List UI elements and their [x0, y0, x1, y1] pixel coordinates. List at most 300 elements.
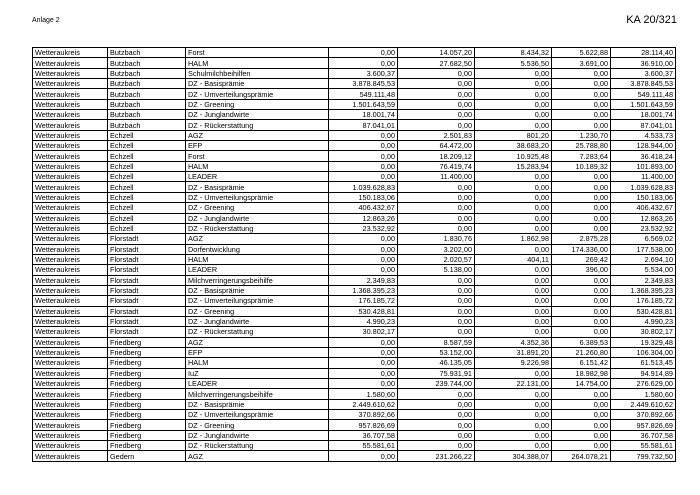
- table-cell: 7.283,64: [552, 151, 611, 161]
- table-cell: Friedberg: [108, 337, 186, 347]
- table-cell: 396,00: [552, 265, 611, 275]
- table-cell: Friedberg: [108, 389, 186, 399]
- table-cell: 0,00: [475, 399, 552, 409]
- table-cell: Wetteraukreis: [33, 223, 108, 233]
- table-cell: 0,00: [398, 79, 475, 89]
- table-cell: 177.538,00: [611, 244, 676, 254]
- table-row: [33, 347, 676, 357]
- table-cell: EFP: [186, 347, 329, 357]
- table-row: [33, 68, 676, 78]
- table-cell: 4.352,36: [475, 337, 552, 347]
- table-cell: 12.863,26: [329, 213, 398, 223]
- table-cell: Friedberg: [108, 368, 186, 378]
- table-cell: 0,00: [329, 234, 398, 244]
- table-cell: 3.691,00: [552, 58, 611, 68]
- table-cell: HALM: [186, 58, 329, 68]
- table-cell: 174.336,00: [552, 244, 611, 254]
- table-row: [33, 285, 676, 295]
- table-cell: 2.449.610,62: [329, 399, 398, 409]
- table-cell: Wetteraukreis: [33, 275, 108, 285]
- table-cell: 176.185,72: [329, 296, 398, 306]
- table-cell: 0,00: [475, 316, 552, 326]
- table-row: [33, 265, 676, 275]
- table-cell: Schulmilchbeihilfen: [186, 68, 329, 78]
- table-cell: 0,00: [329, 141, 398, 151]
- table-cell: Echzell: [108, 182, 186, 192]
- table-cell: 6.389,53: [552, 337, 611, 347]
- table-cell: Wetteraukreis: [33, 58, 108, 68]
- table-cell: 46.135,05: [398, 358, 475, 368]
- table-cell: 0,00: [475, 265, 552, 275]
- table-cell: Wetteraukreis: [33, 203, 108, 213]
- table-cell: 150.183,06: [611, 192, 676, 202]
- table-cell: 0,00: [475, 79, 552, 89]
- table-row: [33, 79, 676, 89]
- table-cell: 370.892,66: [611, 410, 676, 420]
- table-cell: 3.878.845,53: [329, 79, 398, 89]
- table-cell: Wetteraukreis: [33, 306, 108, 316]
- table-cell: 0,00: [398, 68, 475, 78]
- table-cell: Wetteraukreis: [33, 192, 108, 202]
- table-cell: 1.039.628,83: [329, 182, 398, 192]
- table-cell: 0,00: [552, 110, 611, 120]
- table-cell: 0,00: [398, 275, 475, 285]
- table-cell: 0,00: [398, 285, 475, 295]
- table-row: [33, 420, 676, 430]
- table-cell: Florstadt: [108, 254, 186, 264]
- table-cell: 0,00: [398, 223, 475, 233]
- table-cell: Wetteraukreis: [33, 161, 108, 171]
- table-cell: IuZ: [186, 368, 329, 378]
- table-cell: 0,00: [475, 172, 552, 182]
- table-cell: 0,00: [552, 275, 611, 285]
- table-cell: DZ - Umverteilungsprämie: [186, 296, 329, 306]
- table-cell: 1.368.395,23: [611, 285, 676, 295]
- table-row: [33, 368, 676, 378]
- table-row: [33, 327, 676, 337]
- table-cell: 1.501.643,59: [329, 99, 398, 109]
- table-cell: 0,00: [475, 441, 552, 451]
- table-cell: 18.209,12: [398, 151, 475, 161]
- table-cell: 3.600,37: [329, 68, 398, 78]
- table-cell: LEADER: [186, 265, 329, 275]
- table-cell: 276.629,00: [611, 379, 676, 389]
- table-row: [33, 275, 676, 285]
- table-cell: Butzbach: [108, 110, 186, 120]
- table-cell: 0,00: [475, 68, 552, 78]
- table-cell: 0,00: [475, 275, 552, 285]
- table-row: [33, 451, 676, 461]
- table-cell: EFP: [186, 141, 329, 151]
- table-cell: Echzell: [108, 213, 186, 223]
- table-cell: Echzell: [108, 161, 186, 171]
- table-row: [33, 192, 676, 202]
- table-cell: Wetteraukreis: [33, 234, 108, 244]
- table-cell: Florstadt: [108, 244, 186, 254]
- table-cell: 549.111,48: [611, 89, 676, 99]
- table-cell: 10.189,32: [552, 161, 611, 171]
- table-cell: 1.368.395,23: [329, 285, 398, 295]
- table-cell: 0,00: [552, 306, 611, 316]
- table-cell: 6.569,02: [611, 234, 676, 244]
- table-cell: Dorfentwicklung: [186, 244, 329, 254]
- table-cell: 76.419,74: [398, 161, 475, 171]
- table-cell: Wetteraukreis: [33, 265, 108, 275]
- table-cell: 0,00: [398, 110, 475, 120]
- table-cell: LEADER: [186, 379, 329, 389]
- table-cell: Wetteraukreis: [33, 399, 108, 409]
- table-cell: Florstadt: [108, 275, 186, 285]
- table-cell: Wetteraukreis: [33, 89, 108, 99]
- table-row: [33, 379, 676, 389]
- table-cell: 0,00: [475, 192, 552, 202]
- table-cell: Friedberg: [108, 410, 186, 420]
- table-cell: 36.707,58: [329, 430, 398, 440]
- table-cell: Wetteraukreis: [33, 110, 108, 120]
- table-cell: 0,00: [329, 337, 398, 347]
- table-cell: 0,00: [552, 410, 611, 420]
- table-cell: 0,00: [552, 316, 611, 326]
- table-cell: 18.001,74: [611, 110, 676, 120]
- table-cell: 0,00: [398, 99, 475, 109]
- table-cell: 0,00: [398, 192, 475, 202]
- table-cell: 0,00: [475, 213, 552, 223]
- table-row: [33, 254, 676, 264]
- table-cell: 0,00: [398, 203, 475, 213]
- table-cell: 0,00: [552, 99, 611, 109]
- table-cell: 0,00: [552, 120, 611, 130]
- table-cell: 0,00: [552, 389, 611, 399]
- table-row: [33, 358, 676, 368]
- table-cell: 53.152,00: [398, 347, 475, 357]
- table-cell: DZ - Greening: [186, 420, 329, 430]
- table-cell: 0,00: [329, 347, 398, 357]
- table-cell: Butzbach: [108, 89, 186, 99]
- table-cell: 25.788,80: [552, 141, 611, 151]
- table-cell: 87.041,01: [329, 120, 398, 130]
- table-cell: 0,00: [398, 182, 475, 192]
- table-row: [33, 48, 676, 58]
- table-cell: 0,00: [475, 410, 552, 420]
- table-cell: Gedern: [108, 451, 186, 461]
- table-cell: 0,00: [329, 265, 398, 275]
- table-cell: 23.532,92: [329, 223, 398, 233]
- table-cell: 18.001,74: [329, 110, 398, 120]
- table-cell: 957.826,69: [329, 420, 398, 430]
- table-cell: 1.230,70: [552, 130, 611, 140]
- table-row: [33, 161, 676, 171]
- table-cell: 0,00: [475, 110, 552, 120]
- table-cell: 549.111,48: [329, 89, 398, 99]
- table-cell: AGZ: [186, 451, 329, 461]
- table-cell: Wetteraukreis: [33, 151, 108, 161]
- table-cell: 30.802,17: [329, 327, 398, 337]
- table-cell: 530.428,81: [329, 306, 398, 316]
- table-cell: 11.400,00: [611, 172, 676, 182]
- table-cell: 4.990,23: [611, 316, 676, 326]
- table-cell: 0,00: [475, 120, 552, 130]
- table-cell: Friedberg: [108, 347, 186, 357]
- table-cell: 0,00: [475, 368, 552, 378]
- table-cell: 0,00: [398, 296, 475, 306]
- table-cell: 15.283,94: [475, 161, 552, 171]
- table-cell: 4.990,23: [329, 316, 398, 326]
- table-cell: Wetteraukreis: [33, 337, 108, 347]
- table-row: [33, 151, 676, 161]
- table-cell: 2.449.610,62: [611, 399, 676, 409]
- table-cell: AGZ: [186, 130, 329, 140]
- table-cell: Wetteraukreis: [33, 130, 108, 140]
- table-cell: DZ - Rückerstattung: [186, 441, 329, 451]
- table-cell: 14.057,20: [398, 48, 475, 58]
- table-row: [33, 430, 676, 440]
- table-cell: DZ - Greening: [186, 99, 329, 109]
- table-cell: 0,00: [398, 399, 475, 409]
- table-row: [33, 316, 676, 326]
- table-row: [33, 172, 676, 182]
- table-cell: 0,00: [398, 89, 475, 99]
- table-cell: 0,00: [552, 441, 611, 451]
- table-cell: DZ - Umverteilungsprämie: [186, 192, 329, 202]
- table-cell: 0,00: [475, 430, 552, 440]
- table-cell: AGZ: [186, 337, 329, 347]
- table-cell: 0,00: [552, 430, 611, 440]
- annex-label: Anlage 2: [32, 17, 60, 24]
- table-cell: Florstadt: [108, 306, 186, 316]
- table-cell: 0,00: [475, 420, 552, 430]
- table-row: [33, 110, 676, 120]
- table-cell: 406.432,67: [329, 203, 398, 213]
- table-cell: DZ - Basisprämie: [186, 79, 329, 89]
- table-cell: DZ - Umverteilungsprämie: [186, 89, 329, 99]
- table-cell: Milchverringerungsbeihilfe: [186, 389, 329, 399]
- table-cell: Florstadt: [108, 285, 186, 295]
- table-cell: 0,00: [329, 254, 398, 264]
- table-row: [33, 234, 676, 244]
- table-cell: Wetteraukreis: [33, 48, 108, 58]
- table-cell: 0,00: [398, 120, 475, 130]
- table-cell: DZ - Rückerstattung: [186, 327, 329, 337]
- table-cell: Butzbach: [108, 120, 186, 130]
- table-row: [33, 306, 676, 316]
- table-cell: 530.428,81: [611, 306, 676, 316]
- table-cell: 0,00: [552, 192, 611, 202]
- table-cell: 1.862,98: [475, 234, 552, 244]
- table-cell: 304.388,07: [475, 451, 552, 461]
- table-cell: 94.914,89: [611, 368, 676, 378]
- table-cell: Florstadt: [108, 316, 186, 326]
- table-cell: DZ - Junglandwirte: [186, 213, 329, 223]
- table-cell: Butzbach: [108, 79, 186, 89]
- reference-number: KA 20/321: [626, 14, 677, 26]
- table-row: [33, 99, 676, 109]
- table-cell: 9.226,98: [475, 358, 552, 368]
- table-cell: 1.039.628,83: [611, 182, 676, 192]
- table-cell: Echzell: [108, 151, 186, 161]
- table-cell: DZ - Umverteilungsprämie: [186, 410, 329, 420]
- table-cell: 0,00: [329, 130, 398, 140]
- table-row: [33, 441, 676, 451]
- table-row: [33, 337, 676, 347]
- table-cell: 2.501,83: [398, 130, 475, 140]
- funding-table: [32, 47, 676, 462]
- table-cell: 5.536,50: [475, 58, 552, 68]
- table-cell: AGZ: [186, 234, 329, 244]
- table-cell: Florstadt: [108, 265, 186, 275]
- table-cell: DZ - Rückerstattung: [186, 223, 329, 233]
- table-cell: 8.434,32: [475, 48, 552, 58]
- table-cell: 1.580,60: [329, 389, 398, 399]
- table-cell: Echzell: [108, 130, 186, 140]
- table-cell: Wetteraukreis: [33, 99, 108, 109]
- table-cell: 0,00: [475, 389, 552, 399]
- table-cell: Wetteraukreis: [33, 68, 108, 78]
- table-cell: Wetteraukreis: [33, 79, 108, 89]
- table-cell: Butzbach: [108, 68, 186, 78]
- table-cell: 21.260,80: [552, 347, 611, 357]
- table-cell: 0,00: [329, 368, 398, 378]
- table-cell: 239.744,00: [398, 379, 475, 389]
- table-cell: 0,00: [329, 451, 398, 461]
- table-cell: 0,00: [398, 420, 475, 430]
- table-cell: 0,00: [552, 223, 611, 233]
- table-cell: 0,00: [475, 285, 552, 295]
- table-cell: Wetteraukreis: [33, 120, 108, 130]
- table-cell: 5.622,88: [552, 48, 611, 58]
- table-cell: DZ - Junglandwirte: [186, 110, 329, 120]
- table-cell: 0,00: [329, 151, 398, 161]
- table-cell: Echzell: [108, 141, 186, 151]
- table-cell: 38.683,20: [475, 141, 552, 151]
- table-cell: 0,00: [329, 358, 398, 368]
- table-cell: 0,00: [552, 399, 611, 409]
- table-cell: Echzell: [108, 203, 186, 213]
- table-cell: 2.349,83: [611, 275, 676, 285]
- table-cell: 0,00: [329, 244, 398, 254]
- table-cell: Wetteraukreis: [33, 430, 108, 440]
- table-cell: 22.131,00: [475, 379, 552, 389]
- table-cell: DZ - Basisprämie: [186, 182, 329, 192]
- table-cell: Friedberg: [108, 420, 186, 430]
- table-cell: 19.329,48: [611, 337, 676, 347]
- table-cell: Echzell: [108, 192, 186, 202]
- table-cell: 61.513,45: [611, 358, 676, 368]
- table-cell: 0,00: [398, 213, 475, 223]
- table-cell: DZ - Greening: [186, 306, 329, 316]
- table-cell: 2.020,57: [398, 254, 475, 264]
- table-row: [33, 58, 676, 68]
- table-cell: 0,00: [475, 89, 552, 99]
- table-cell: Wetteraukreis: [33, 141, 108, 151]
- table-cell: 0,00: [475, 182, 552, 192]
- table-cell: 0,00: [475, 296, 552, 306]
- table-row: [33, 203, 676, 213]
- table-cell: 36.418,24: [611, 151, 676, 161]
- table-cell: DZ - Junglandwirte: [186, 430, 329, 440]
- table-cell: 0,00: [552, 285, 611, 295]
- table-row: [33, 89, 676, 99]
- table-cell: 106.304,00: [611, 347, 676, 357]
- table-cell: 0,00: [552, 79, 611, 89]
- table-cell: Friedberg: [108, 399, 186, 409]
- table-cell: 64.472,00: [398, 141, 475, 151]
- table-cell: Milchverringerungsbeihilfe: [186, 275, 329, 285]
- table-cell: 0,00: [398, 306, 475, 316]
- table-cell: 4.533,73: [611, 130, 676, 140]
- table-cell: 0,00: [398, 327, 475, 337]
- table-cell: 0,00: [552, 89, 611, 99]
- table-cell: 11.400,00: [398, 172, 475, 182]
- table-cell: Forst: [186, 48, 329, 58]
- table-cell: DZ - Greening: [186, 203, 329, 213]
- table-cell: Wetteraukreis: [33, 182, 108, 192]
- table-cell: 0,00: [552, 327, 611, 337]
- table-cell: 406.432,67: [611, 203, 676, 213]
- table-cell: 0,00: [475, 306, 552, 316]
- table-cell: 0,00: [475, 223, 552, 233]
- table-cell: Butzbach: [108, 48, 186, 58]
- table-cell: 176.185,72: [611, 296, 676, 306]
- table-cell: Friedberg: [108, 379, 186, 389]
- table-cell: 87.041,01: [611, 120, 676, 130]
- table-cell: 404,11: [475, 254, 552, 264]
- table-cell: Wetteraukreis: [33, 379, 108, 389]
- table-cell: 0,00: [552, 172, 611, 182]
- table-cell: 36.910,00: [611, 58, 676, 68]
- table-cell: 128.944,00: [611, 141, 676, 151]
- table-cell: 0,00: [398, 316, 475, 326]
- table-cell: 1.501.643,59: [611, 99, 676, 109]
- table-cell: 0,00: [398, 389, 475, 399]
- table-cell: 3.202,00: [398, 244, 475, 254]
- table-cell: DZ - Junglandwirte: [186, 316, 329, 326]
- table-cell: 0,00: [329, 161, 398, 171]
- table-cell: Wetteraukreis: [33, 441, 108, 451]
- table-row: [33, 296, 676, 306]
- table-cell: DZ - Rückerstattung: [186, 120, 329, 130]
- table-cell: 231.266,22: [398, 451, 475, 461]
- table-cell: 0,00: [329, 58, 398, 68]
- table-cell: 0,00: [552, 203, 611, 213]
- table-cell: Wetteraukreis: [33, 285, 108, 295]
- table-cell: 8.587,59: [398, 337, 475, 347]
- table-cell: 101.893,00: [611, 161, 676, 171]
- table-cell: 31.891,20: [475, 347, 552, 357]
- table-cell: HALM: [186, 161, 329, 171]
- table-cell: 0,00: [552, 296, 611, 306]
- table-cell: Wetteraukreis: [33, 316, 108, 326]
- table-cell: Friedberg: [108, 358, 186, 368]
- table-cell: 18.982,98: [552, 368, 611, 378]
- table-cell: 14.754,00: [552, 379, 611, 389]
- table-cell: 5.534,00: [611, 265, 676, 275]
- table-cell: 269,42: [552, 254, 611, 264]
- table-cell: 5.138,00: [398, 265, 475, 275]
- table-cell: Florstadt: [108, 234, 186, 244]
- table-cell: 150.183,06: [329, 192, 398, 202]
- table-cell: 0,00: [552, 420, 611, 430]
- table-cell: 2.875,28: [552, 234, 611, 244]
- table-cell: Wetteraukreis: [33, 451, 108, 461]
- table-cell: 2.694,10: [611, 254, 676, 264]
- table-cell: 0,00: [398, 430, 475, 440]
- table-cell: Wetteraukreis: [33, 254, 108, 264]
- table-cell: 12.863,26: [611, 213, 676, 223]
- table-row: [33, 182, 676, 192]
- table-cell: Wetteraukreis: [33, 347, 108, 357]
- table-cell: Echzell: [108, 172, 186, 182]
- table-cell: 799.732,50: [611, 451, 676, 461]
